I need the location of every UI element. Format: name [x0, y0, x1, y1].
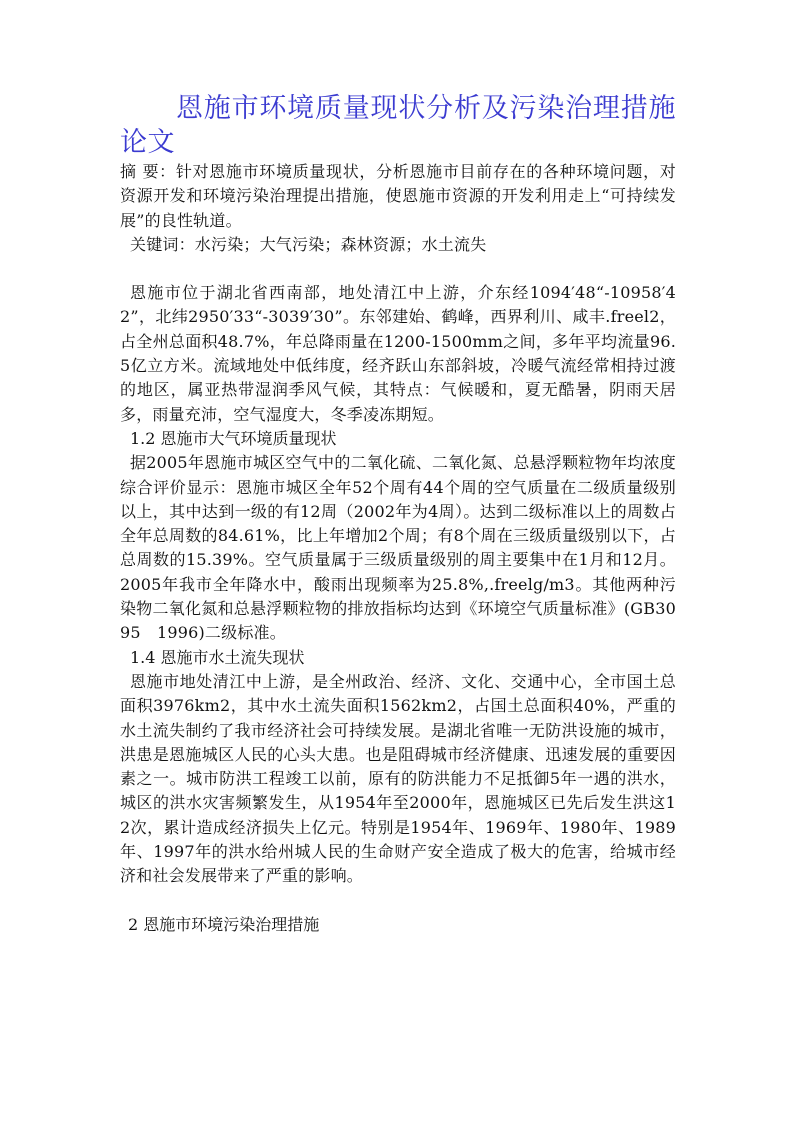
section-heading-1-4: 1.4 恩施市水土流失现状 [130, 647, 305, 667]
intro-paragraph: 恩施市位于湖北省西南部，地处清江中上游，介东经1094′48“-10958′42”，北纬2950′33“-3039′30”。东邻建始、鹤峰，西界利川、咸丰.freel2，占全州总面积48.7%，年总降雨量在1200-1500mm之间，多年平均流量96.5亿立方米。流域地处中低纬度，经齐跃山东部斜坡，冷暖气流经常相持过渡的地区，属亚热带湿润季风气候，其特点：气候暖和，夏无酷暑，阴雨天居多，雨量充沛，空气湿度大，冬季凌冻期短。 [120, 283, 676, 424]
blank-line [120, 257, 676, 281]
section-heading-2: 2 恩施市环境污染治理措施 [128, 914, 320, 934]
air-quality-paragraph: 据2005年恩施市城区空气中的二氧化硫、二氧化氮、总悬浮颗粒物年均浓度综合评价显示：恩施市城区全年52个周有44个周的空气质量在二级质量级别以上，其中达到一级的有12周（2002年为4周）。达到二级标准以上的周数占全年总周数的84.61%，比上年增加2个周；有8个周在三级质量级别以下，占总周数的15.39%。空气质量属于三级质量级别的周主要集中在1月和12月。2005年我市全年降水中，酸雨出现频率为25.8%,.freelg/m3。其他两种污染物二氧化氮和总悬浮颗粒物的排放指标均达到《环境空气质量标准》(GB3095 1996)二级标准。 [120, 453, 676, 643]
document-page [120, 92, 676, 937]
abstract-paragraph: 摘 要：针对恩施市环境质量现状，分析恩施市目前存在的各种环境问题，对资源开发和环境污染治理提出措施，使恩施市资源的开发利用走上“可持续发展”的良性轨道。 [120, 162, 676, 230]
soil-erosion-paragraph: 恩施市地处清江中上游，是全州政治、经济、文化、交通中心，全市国土总面积3976km2，其中水土流失面积1562km2，占国土总面积40%，严重的水土流失制约了我市经济社会可持续发展。是湖北省唯一无防洪设施的城市，洪患是恩施城区人民的心头大患。也是阻碍城市经济健康、迅速发展的重要因素之一。城市防洪工程竣工以前，原有的防洪能力不足抵御5年一遇的洪水，城区的洪水灾害频繁发生，从1954年至2000年，恩施城区已先后发生洪这12次，累计造成经济损失上亿元。特别是1954年、1969年、1980年、1989年、1997年的洪水给州城人民的生命财产安全造成了极大的危害，给城市经济和社会发展带来了严重的影响。 [120, 671, 676, 886]
document-title: 恩施市环境质量现状分析及污染治理措施论文 [120, 93, 676, 158]
blank-line [120, 889, 676, 913]
section-heading-1-2: 1.2 恩施市大气环境质量现状 [130, 428, 337, 448]
keywords-line: 关键词：水污染；大气污染；森林资源；水土流失 [130, 234, 487, 254]
